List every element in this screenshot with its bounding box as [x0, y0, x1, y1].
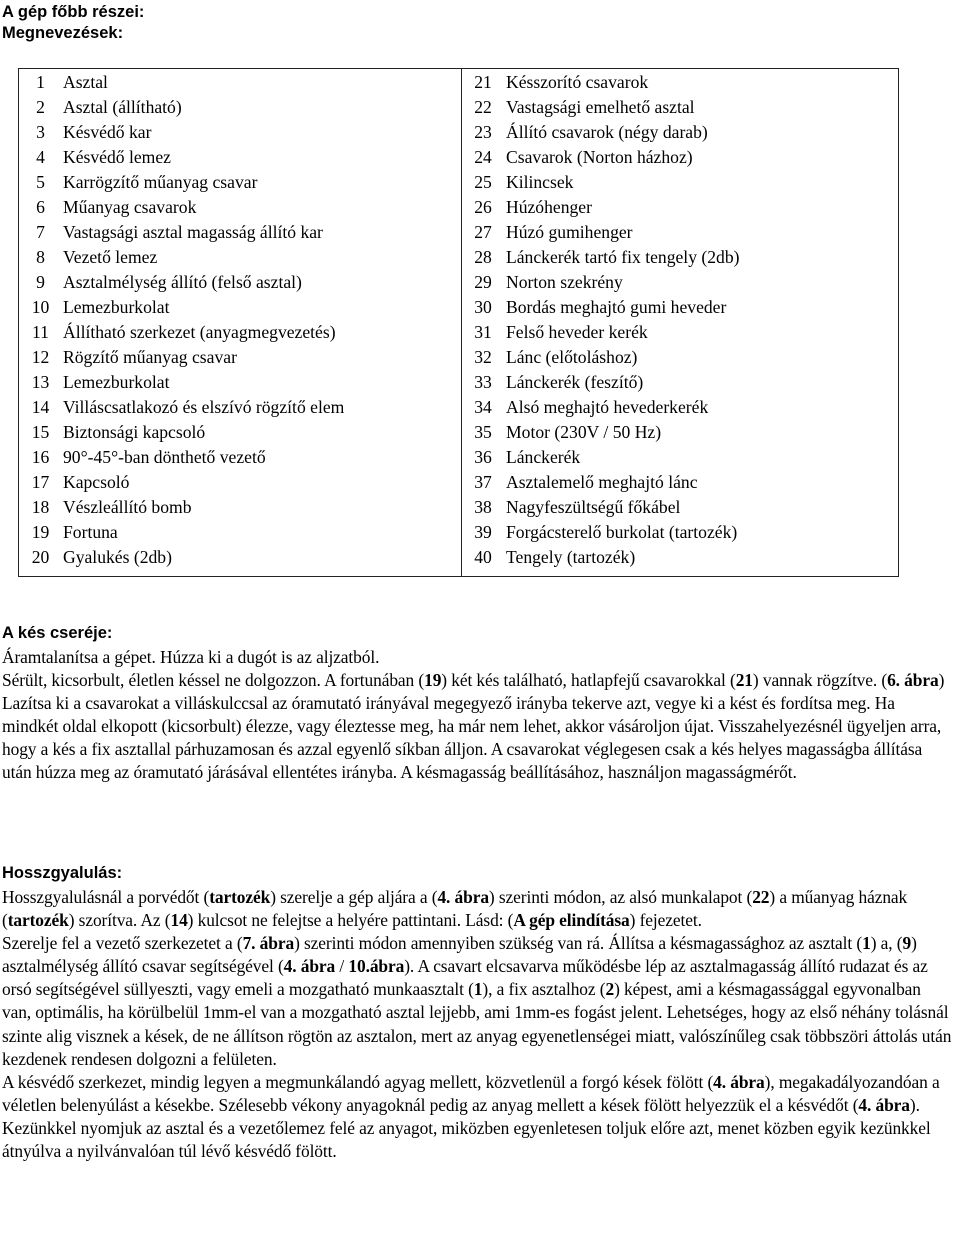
part-name-right: Lánckerék [506, 447, 581, 467]
part-name-right: Tengely (tartozék) [506, 547, 636, 567]
planing-p2-text: Szerelje fel a vezető szerkezetet a (7. ábra) szerinti módon amennyiben szükség van rá. Állítsa a késmagassághoz az asztalt (1) a, (9) asztalmélység állító csavar segítségével (4. ábra / 10.ábra). A csavart elcsavarva működésbe lép az asztalmagasság állító rudazat és az orsó segítségével süllyeszti, vagy emeli a mozgatható munkaasztalt (1), a fix asztalhoz (2) képest, ami a késmagassággal egyvonalban van, optimális, ha körülbelül 1mm-el van a mozgatható asztal lejjebb, ami 1mm-es fogást jelent. Lehetséges, hogy az első néhány tolásnál szinte alig visznek a kések, de ne állítson rögtön az asztalon, mert az anyag egyenetlenségei miatt, valószínűleg csak többszöri áttolás után kezdenek rendesen dolgozni a felületen. [2, 933, 952, 1069]
table-row [19, 420, 899, 445]
parts-table-body [19, 69, 899, 577]
part-number-left: 16 [31, 447, 50, 467]
part-number-right: 26 [474, 197, 492, 217]
part-name-right: Húzóhenger [506, 197, 592, 217]
part-number-left: 4 [36, 147, 45, 167]
part-name-left: Vészleállító bomb [62, 495, 462, 520]
part-name-left: 90°-45°-ban dönthető vezető [62, 445, 462, 470]
part-name-right: Alsó meghajtó hevederkerék [506, 397, 709, 417]
part-name-right: Vastagsági emelhető asztal [506, 97, 695, 117]
part-name-left: Asztal (állítható) [62, 95, 462, 120]
part-name-right: Húzó gumihenger [506, 222, 633, 242]
table-row [19, 445, 899, 470]
part-number-left: 12 [31, 347, 50, 367]
table-row [19, 170, 899, 195]
part-name-left: Műanyag csavarok [62, 195, 462, 220]
part-number-left: 1 [36, 72, 45, 92]
part-number-left: 6 [36, 197, 45, 217]
part-name-right: Kilincsek [506, 172, 574, 192]
part-number-right: 31 [474, 322, 492, 342]
part-number-left: 13 [31, 372, 50, 392]
part-name-left: Késvédő lemez [62, 145, 462, 170]
part-number-right: 37 [474, 472, 492, 492]
part-name-right: Lánc (előtoláshoz) [506, 347, 638, 367]
knife-paragraph-1 [2, 646, 954, 785]
table-row [19, 195, 899, 220]
part-number-left: 9 [36, 272, 45, 292]
part-number-left: 8 [36, 247, 45, 267]
part-number-left: 3 [36, 122, 45, 142]
part-number-right: 40 [474, 547, 492, 567]
part-number-left: 5 [36, 172, 45, 192]
planing-paragraph-1: Hosszgyalulásnál a porvédőt (tartozék) szerelje a gép aljára a (4. ábra) szerinti módon, az alsó munkalapot (22) a műanyag háznak (tartozék) szorítva. Az (14) kulcsot ne felejtse a helyére pattintani. Lásd: (A gép elindítása) fejezetet. Szerelje fel a vezető szerkezetet a (7. ábra) szerinti módon amennyiben szükség van rá. Állítsa a késmagassághoz az asztalt (1) a, (9) asztalmélység állító csavar segítségével (4. ábra / 10.ábra). A csavart elcsavarva működésbe lép az asztalmagasság állító rudazat és az orsó segítségével süllyeszti, vagy emeli a mozgatható munkaasztalt (1), a fix asztalhoz (2) képest, ami a késmagassággal egyvonalban van, optimális, ha körülbelül 1mm-el van a mozgatható asztal lejjebb, ami 1mm-es fogást jelent. Lehetséges, hogy az első néhány tolásnál szinte alig visznek a kések, de ne állítson rögtön az asztalon, mert az anyag egyenetlenségei miatt, valószínűleg csak többszöri áttolás után kezdenek rendesen dolgozni a felületen. A késvédő szerkezet, mindig legyen a megmunkálandó agyag mellett, közvetlenül a forgó kések fölött (4. ábra), megakadályozandóan a véletlen belenyúlást a késekbe. Szélesebb vékony anyagoknál pedig az anyag mellett a kések fölött helyezzük el a késvédőt (4. ábra). Kezünkkel nyomjuk az asztal és a vezetőlemez felé az anyagot, miközben egyenletesen toljuk előre azt, menet közben egyik kezünkkel átnyúlva a nyilvánvalóan túl lévő késvédő fölött. [2, 887, 952, 1162]
part-name-right: Norton szekrény [506, 272, 623, 292]
table-row [19, 495, 899, 520]
part-name-right: Állító csavarok (négy darab) [506, 122, 708, 142]
part-number-right: 21 [474, 72, 492, 92]
part-name-left: Asztalmélység állító (felső asztal) [62, 270, 462, 295]
part-name-left: Késvédő kar [62, 120, 462, 145]
table-row [19, 345, 899, 370]
part-number-right: 23 [474, 122, 492, 142]
page-title: A gép főbb részei: [2, 3, 145, 21]
part-name-left: Villáscsatlakozó és elszívó rögzítő elem [62, 395, 462, 420]
part-number-left: 7 [36, 222, 45, 242]
part-number-right: 22 [474, 97, 492, 117]
table-row [19, 520, 899, 545]
part-name-right: Bordás meghajtó gumi heveder [506, 297, 727, 317]
table-row [19, 395, 899, 420]
part-name-left: Karrögzítő műanyag csavar [62, 170, 462, 195]
part-name-right: Lánckerék tartó fix tengely (2db) [506, 247, 740, 267]
part-number-right: 29 [474, 272, 492, 292]
part-number-left: 15 [31, 422, 50, 442]
part-name-left: Vastagsági asztal magasság állító kar [62, 220, 462, 245]
knife-p3-text: Lazítsa ki a csavarokat a villáskulccsal az óramutató irányával megegyező irányba tekerve azt, vegye ki a kést és fordítsa meg. Ha mindkét oldal elkopott (kicsorbult) élezze, vagy éleztesse meg, ha már nem lehet, akkor vásároljon újat. Visszahelyezésnél ügyeljen arra, hogy a kés a fix asztallal párhuzamosan és azzal egyenlő síkban álljon. A csavarokat véglegesen csak a kés helyes magasságba állítása után húzza meg az óramutató járásával ellentétes irányba. A késmagasság beállításához, használjon magasságmérőt. [2, 693, 942, 783]
page-subtitle: Megnevezések: [2, 24, 124, 42]
part-name-right: Nagyfeszültségű főkábel [506, 497, 681, 517]
part-number-right: 36 [474, 447, 492, 467]
part-name-left: Rögzítő műanyag csavar [62, 345, 462, 370]
table-row [19, 470, 899, 495]
table-row [19, 220, 899, 245]
part-number-left: 14 [31, 397, 50, 417]
part-name-left: Gyalukés (2db) [62, 545, 462, 577]
part-name-left: Fortuna [62, 520, 462, 545]
part-name-left: Lemezburkolat [62, 370, 462, 395]
part-number-right: 28 [474, 247, 492, 267]
part-name-right: Motor (230V / 50 Hz) [506, 422, 662, 442]
part-number-right: 30 [474, 297, 492, 317]
part-name-left: Asztal [62, 69, 462, 96]
table-row [19, 145, 899, 170]
part-name-left: Vezető lemez [62, 245, 462, 270]
knife-section-title: A kés cseréje: [2, 624, 113, 642]
planing-p3-text: A késvédő szerkezet, mindig legyen a megmunkálandó agyag mellett, közvetlenül a forgó kések fölött (4. ábra), megakadályozandóan a véletlen belenyúlást a késekbe. Szélesebb vékony anyagoknál pedig az anyag mellett a kések fölött helyezzük el a késvédőt (4. ábra). Kezünkkel nyomjuk az asztal és a vezetőlemez felé az anyagot, miközben egyenletesen toljuk előre azt, menet közben egyik kezünkkel átnyúlva a nyilvánvalóan túl lévő késvédő fölött. [2, 1071, 940, 1162]
part-name-right: Felső heveder kerék [506, 322, 648, 342]
part-number-right: 38 [474, 497, 492, 517]
knife-line-1: Áramtalanítsa a gépet. Húzza ki a dugót is az aljzatból. [2, 647, 380, 667]
part-number-left: 17 [31, 472, 50, 492]
part-number-right: 34 [474, 397, 492, 417]
part-name-left: Kapcsoló [62, 470, 462, 495]
table-row [19, 295, 899, 320]
part-name-right: Asztalemelő meghajtó lánc [506, 472, 698, 492]
parts-table [18, 68, 899, 577]
table-row [19, 370, 899, 395]
part-number-left: 11 [32, 322, 49, 342]
part-name-right: Forgácsterelő burkolat (tartozék) [506, 522, 738, 542]
table-row [19, 120, 899, 145]
part-number-left: 20 [31, 547, 50, 567]
part-number-left: 19 [31, 522, 50, 542]
part-name-right: Csavarok (Norton házhoz) [506, 147, 693, 167]
part-number-left: 2 [36, 97, 45, 117]
part-number-right: 24 [474, 147, 492, 167]
part-number-left: 10 [31, 297, 50, 317]
part-number-right: 39 [474, 522, 492, 542]
part-name-right: Lánckerék (feszítő) [506, 372, 644, 392]
part-number-right: 27 [474, 222, 492, 242]
part-name-left: Állítható szerkezet (anyagmegvezetés) [62, 320, 462, 345]
part-number-right: 32 [474, 347, 492, 367]
table-row [19, 320, 899, 345]
table-row [19, 545, 899, 577]
table-row [19, 245, 899, 270]
part-number-left: 18 [31, 497, 50, 517]
part-name-right: Késszorító csavarok [506, 72, 649, 92]
table-row [19, 270, 899, 295]
table-row [19, 69, 899, 96]
part-name-left: Lemezburkolat [62, 295, 462, 320]
part-number-right: 25 [474, 172, 492, 192]
part-number-right: 35 [474, 422, 492, 442]
part-name-left: Biztonsági kapcsoló [62, 420, 462, 445]
part-number-right: 33 [474, 372, 492, 392]
knife-p2-text: Sérült, kicsorbult, életlen késsel ne dolgozzon. A fortunában (19) két kés található, hatlapfejű csavarokkal (21) vannak rögzítve. (6. ábra) [2, 670, 945, 691]
table-row [19, 95, 899, 120]
planing-section-title: Hosszgyalulás: [2, 864, 123, 882]
